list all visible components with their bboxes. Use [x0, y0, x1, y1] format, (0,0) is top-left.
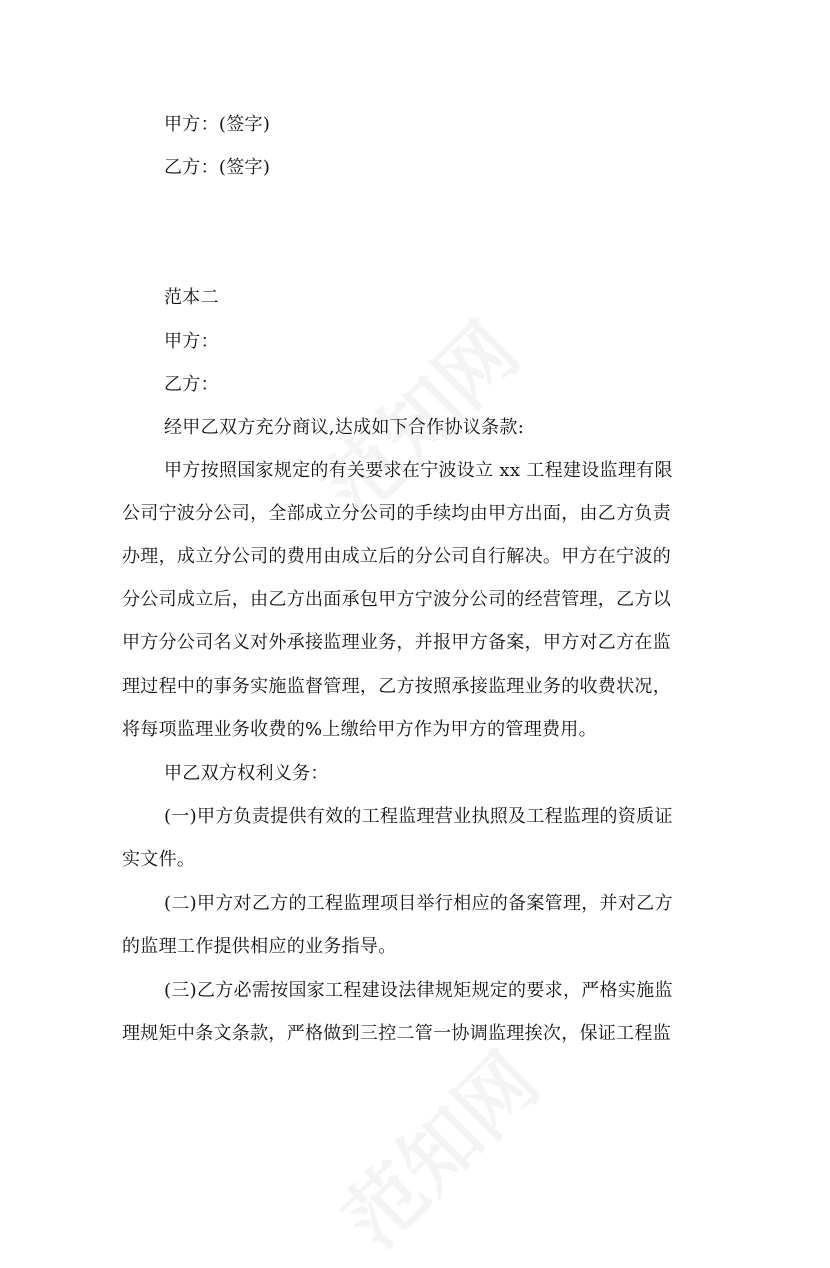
- paragraph-line: 公司宁波分公司，全部成立分公司的手续均由甲方出面，由乙方负责: [122, 503, 671, 524]
- signature-party-b: 乙方：(签字): [164, 157, 271, 178]
- paragraph-line: 将每项监理业务收费的%上缴给甲方作为甲方的管理费用。: [122, 719, 597, 740]
- item-line: (一)甲方负责提供有效的工程监理营业执照及工程监理的资质证: [164, 806, 673, 827]
- item-line: 的监理工作提供相应的业务指导。: [122, 936, 397, 957]
- rights-heading: 甲乙双方权利义务：: [164, 763, 329, 784]
- party-b-label: 乙方：: [164, 374, 219, 395]
- watermark: [315, 1024, 560, 1268]
- paragraph-line: 分公司成立后，由乙方出面承包甲方宁波分公司的经营管理，乙方以: [122, 589, 671, 610]
- signature-party-a: 甲方：(签字): [164, 114, 271, 135]
- paragraph-line: 办理，成立分公司的费用由成立后的分公司自行解决。甲方在宁波的: [122, 546, 671, 567]
- intro-paragraph: 经甲乙双方充分商议,达成如下合作协议条款:: [164, 417, 525, 438]
- item-line: (三)乙方必需按国家工程建设法律规矩规定的要求，严格实施监: [164, 980, 673, 1001]
- paragraph-line: 理过程中的事务实施监督管理，乙方按照承接监理业务的收费状况，: [122, 676, 671, 697]
- party-a-label: 甲方：: [164, 331, 219, 352]
- item-line: 实文件。: [122, 849, 196, 870]
- item-line: 理规矩中条文条款，严格做到三控二管一协调监理挨次，保证工程监: [122, 1023, 671, 1044]
- paragraph-line: 甲方按照国家规定的有关要求在宁波设立 xx 工程建设监理有限: [164, 460, 673, 481]
- section-heading: 范本二: [164, 287, 219, 308]
- item-line: (二)甲方对乙方的工程监理项目举行相应的备案管理，并对乙方: [164, 893, 673, 914]
- paragraph-line: 甲方分公司名义对外承接监理业务，并报甲方备案，甲方对乙方在监: [122, 632, 671, 653]
